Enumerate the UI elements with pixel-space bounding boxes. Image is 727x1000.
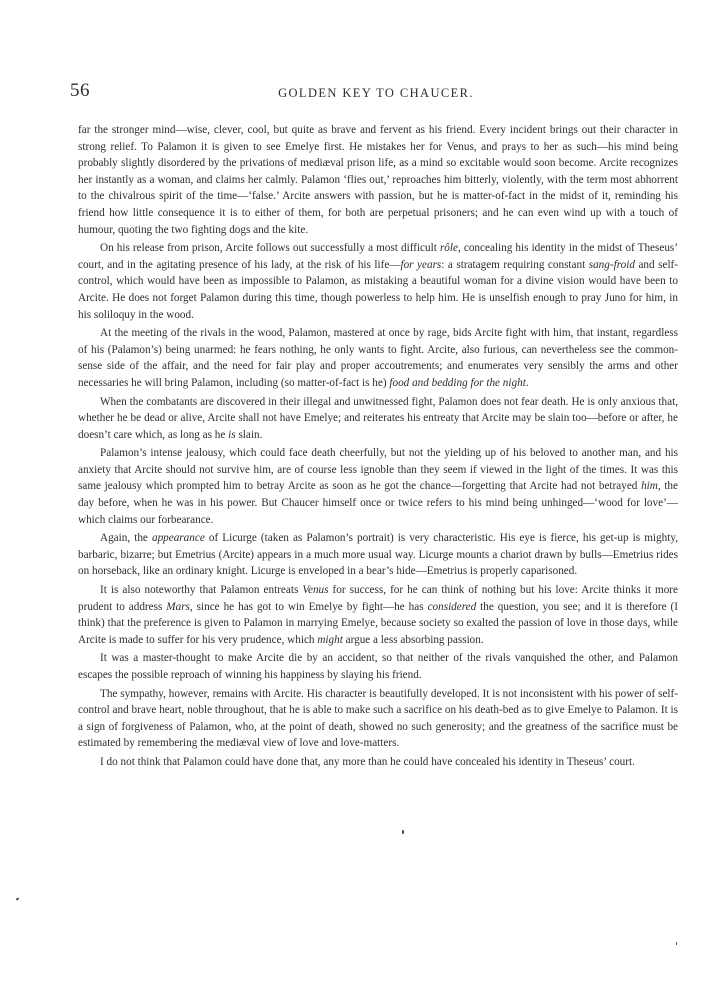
body-text [78,122,678,773]
text-run: of Licurge (taken as Palamon’s portrait) is very characteristic. His eye is fierce, his get-up is mighty, barbaric, bizarre; but Emetrius (Arcite) appears in a much more usual way. Licurge mounts a chariot drawn by bulls—Emetrius rides on horseback, like an ordinary knight. Licurge is enveloped in a bear’s hide—Emetrius is properly caparisoned. [78,532,678,578]
text-run: for success, for he can think of nothing but his love: Arcite thinks it more prudent to address [78,584,678,613]
paragraph [78,650,678,683]
text-run: argue a less absorbing passion. [342,633,484,646]
running-title: GOLDEN KEY TO CHAUCER. [278,86,474,100]
text-run: and self-control, which would have been as impossible to Palamon, as mistaking a beautiful woman for a divine vision would have been to Arcite. He does not forget Palamon during this time, though powerless to help him. He is unselfish enough to pray Juno for him, in his soliloquy in the wood. [78,258,678,321]
paragraph [78,122,678,238]
italic-text: considered [427,600,477,613]
italic-text: sang-froid [588,258,635,271]
text-run: The sympathy, however, remains with Arcite. His character is beautifully developed. It is not inconsistent with his power of self-control and brave heart, noble throughout, that he is able to make such a sacrifice on his death-bed as to give Emelye to Palamon. It is a sign of forgiveness of Palamon, who, at the point of death, showed no such generosity; and the greatness of the sacrifice must be estimated by remembering the mediæval view of love and love-matters. [78,687,678,750]
paragraph [78,582,678,648]
paragraph [78,394,678,444]
italic-text: for years [400,258,442,271]
italic-text: is [228,428,236,441]
paragraph [78,325,678,391]
text-run: slain. [235,428,263,441]
paragraph [78,530,678,580]
text-run: the question, you see; and it is therefore (I think) that the preference is given to Palamon in marrying Emelye, because society so exalted the passion of love in those days, while Arcite is made to suffer for his very prudence, which [78,600,678,646]
paragraph [78,686,678,752]
text-run: On his release from prison, Arcite follows out successfully a most difficult [100,242,440,255]
text-run: It is also noteworthy that Palamon entreats [100,584,303,597]
italic-text: might [317,633,343,646]
italic-text: Venus [302,584,329,597]
text-run: Palamon’s intense jealousy, which could face death cheerfully, but not the yielding up of his beloved to another man, and his anxiety that Arcite should not survive him, are of course less ignoble than they seem if viewed in the light of the times. It was this same jealousy which prompted him to betray Arcite as soon as he got the chance—forgetting that Arcite had not betrayed [78,447,678,493]
text-run: , the day before, when he was in his power. But Chaucer himself once or twice refers to his mind being unhinged—‘wood for love’—which claims our forbearance. [78,480,678,526]
text-run: When the combatants are discovered in their illegal and unwitnessed fight, Palamon does not fear death. He is only anxious that, whether he be dead or alive, Arcite shall not have Emelye; and reiterates his entreaty that Arcite may be slain too—before or after, he doesn’t care which, as long as he [78,395,678,441]
print-speck [402,830,404,834]
print-speck [16,897,20,900]
text-run: , since he has got to win Emelye by fight—he has [189,600,428,613]
italic-text: appearance [151,532,205,545]
paragraph [78,754,678,771]
italic-text: him [641,480,658,493]
text-run: far the stronger mind—wise, clever, cool, but quite as brave and fervent as his friend. Every incident brings out their character in strong relief. To Palamon it is given to see Emelye first. He mistakes her for Venus, and prays to her as such—his mind being probably slightly disordered by the privations of mediæval prison life, as a mind so excitable would soon become. Arcite recognizes her instantly as a woman, and claims her calmly. Palamon ‘flies out,’ reproaches him bitterly, violently, with the term most abhorrent to the chivalrous spirit of the time—‘false.’ Arcite answers with passion, but he is matter-of-fact in the midst of it, reminding his friend how little consequence it is to either of them, for both are perpetual prisoners; and he can even wind up with a touch of humour, quoting the two fighting dogs and the kite. [78,124,678,236]
italic-text: rôle [439,242,458,255]
page-header [70,80,682,106]
italic-text: Mars [166,600,190,613]
text-run: It was a master-thought to make Arcite die by an accident, so that neither of the rivals vanquished the other, and Palamon escapes the possible reproach of winning his happiness by slaying his friend. [78,652,678,681]
page-number: 56 [70,80,90,101]
print-speck [676,942,677,945]
text-run: At the meeting of the rivals in the wood, Palamon, mastered at once by rage, bids Arcite fight with him, that instant, regardless of his (Palamon’s) being unarmed: he fears nothing, he only wants to fight. Arcite, also furious, can nevertheless see the common-sense side of the affair, and the need for fair play and proper accoutrements; and enumerates very sensibly the arms and other necessaries he will bring Palamon, including (so matter-of-fact is he) [78,327,678,389]
text-run: Again, the [100,532,152,545]
text-run: I do not think that Palamon could have done that, any more than he could have concealed his identity in Theseus’ court. [100,755,635,768]
text-run: . [525,376,529,389]
paragraph [78,445,678,528]
text-run: : a stratagem requiring constant [441,258,589,271]
paragraph [78,240,678,323]
italic-text: food and bedding for the night [389,376,526,389]
text-run: , concealing his identity in the midst of Theseus’ court, and in the agitating presence of his lady, at the risk of his life— [78,242,678,271]
